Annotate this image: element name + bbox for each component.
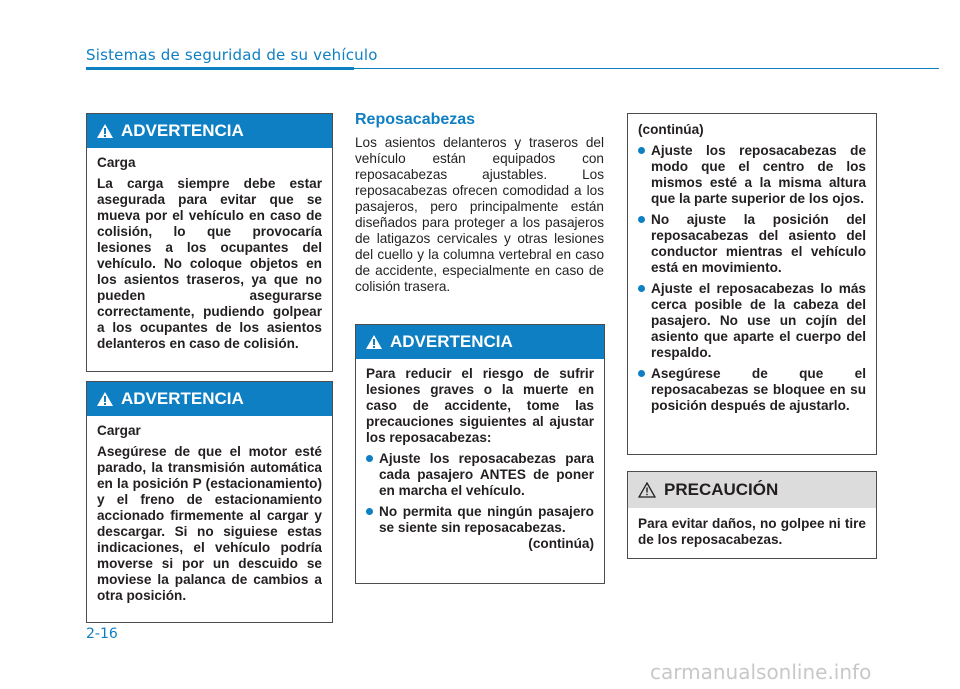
warning-triangle-icon [97, 392, 113, 406]
body-paragraph: Los asientos delanteros y traseros del vehículo están equipados con reposacabezas ajustables. Los reposacabezas ofrecen comodidad a los pasajeros, pero principalmente están diseñados para proteger a los pasajeros de latigazos cervicales y otras lesiones del cuello y la columna vertebral en caso de accidente, especialmente en caso de colisión trasera. [355, 135, 604, 294]
page-number: 2-16 [86, 626, 118, 642]
continued-label: (continúa) [638, 122, 704, 137]
list-item: Ajuste los reposacabezas para cada pasajero ANTES de poner en marcha el vehículo. [366, 451, 594, 499]
caution-box [627, 471, 877, 559]
warning-label: ADVERTENCIA [121, 389, 244, 408]
warning-triangle-icon [366, 335, 382, 349]
continues-label: (continúa) [528, 536, 594, 551]
bullet-dot-icon [366, 508, 373, 515]
warning-box-continued [627, 113, 877, 455]
bullet-dot-icon [366, 455, 373, 462]
warning-label: ADVERTENCIA [121, 121, 244, 140]
bullet-dot-icon [638, 147, 645, 154]
caution-label: PRECAUCIÓN [664, 480, 779, 499]
watermark: carmanualsonline.info [650, 660, 872, 684]
warning-subtitle: Cargar [97, 423, 141, 438]
bullet-dot-icon [638, 370, 645, 377]
caution-triangle-icon [638, 482, 656, 498]
caution-text: Para evitar daños, no golpee ni tire de los reposacabezas. [638, 516, 866, 547]
bullet-dot-icon [638, 216, 645, 223]
warning-intro: Para reducir el riesgo de sufrir lesiones graves o la muerte en caso de accidente, tome las precauciones siguientes al ajustar los reposacabezas: [366, 366, 594, 445]
continued-list [638, 143, 866, 414]
list-item: No ajuste la posición del reposacabezas del asiento del conductor mientras el vehículo está en movimiento. [638, 212, 866, 276]
section-title: Reposacabezas [355, 111, 476, 128]
warning-text: Asegúrese de que el motor esté parado, la transmisión automática en la posición P (estacionamiento) y el freno de estacionamiento accionado firmemente al cargar y descargar. Si no siguiese estas indicaciones, el vehículo podría moverse si por un descuido se moviese la palanca de cambios a otra posición. [97, 444, 322, 603]
list-item: Ajuste el reposacabezas lo más cerca posible de la cabeza del pasajero. No use un cojín del asiento que aparte el cuerpo del respaldo. [638, 281, 866, 361]
bullet-dot-icon [638, 285, 645, 292]
list-item: No permita que ningún pasajero se siente sin reposacabezas. [366, 504, 594, 536]
section-header-title: Sistemas de seguridad de su vehículo [86, 46, 378, 64]
warning-header [87, 114, 332, 148]
warning-subtitle: Carga [97, 155, 136, 170]
warning-box-headrests [355, 324, 605, 584]
warning-box-loading [86, 381, 333, 623]
warning-label: ADVERTENCIA [390, 332, 513, 351]
warning-text: La carga siempre debe estar asegurada para evitar que se mueva por el vehículo en caso de colisión, lo que provocaría lesiones a los ocupantes del vehículo. No coloque objetos en los asientos traseros, ya que no pueden asegurarse correctamente, pudiendo golpear a los ocupantes de los asientos delanteros en caso de colisión. [97, 176, 322, 351]
warning-list [366, 451, 594, 536]
header-rule-thin [354, 68, 939, 69]
warning-header [87, 382, 332, 416]
warning-box-load [86, 113, 333, 372]
header-rule [86, 67, 354, 70]
warning-header [356, 325, 604, 359]
list-item: Ajuste los reposacabezas de modo que el centro de los mismos esté a la misma altura que la parte superior de los ojos. [638, 143, 866, 207]
caution-header [628, 472, 876, 508]
list-item: Asegúrese de que el reposacabezas se bloquee en su posición después de ajustarlo. [638, 366, 866, 414]
warning-triangle-icon [97, 124, 113, 138]
